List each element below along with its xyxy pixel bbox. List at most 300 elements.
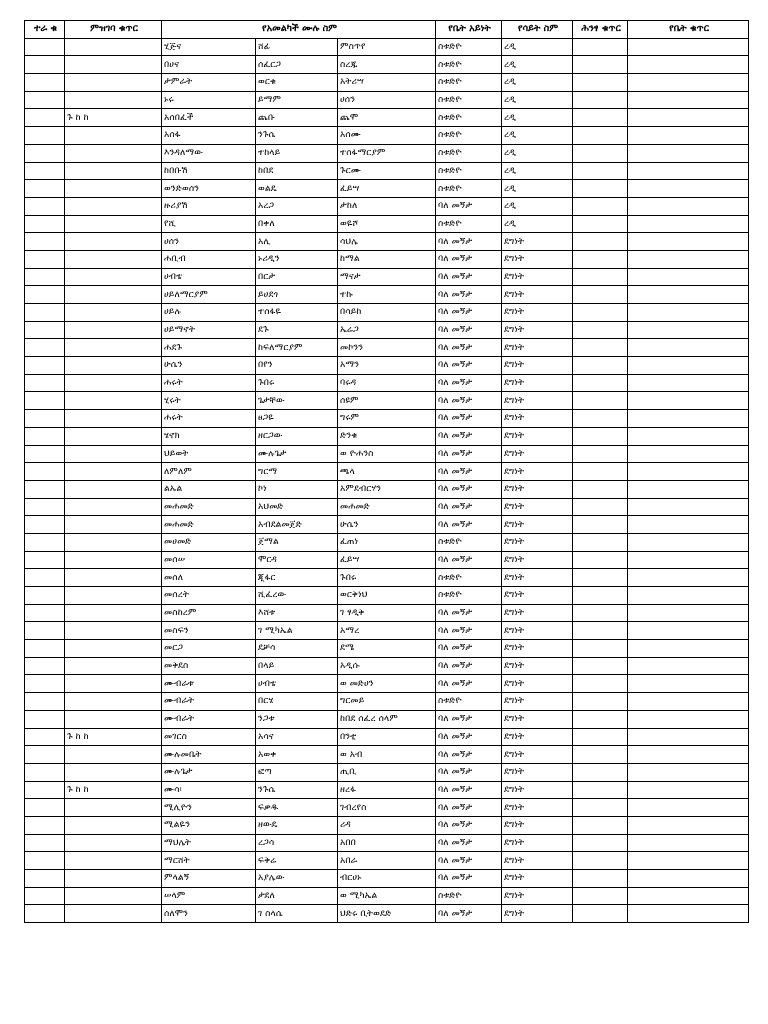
father-name-cell: ንጉሴ	[256, 781, 338, 799]
house-type-cell: ስቱድዮ	[436, 180, 502, 198]
house-no-cell	[628, 728, 749, 746]
first-name-cell: በሀና	[162, 56, 256, 74]
first-name-cell: ልኡል	[162, 480, 256, 498]
area-name-cell: ደግነት	[502, 569, 573, 587]
registration-cell	[65, 693, 162, 711]
house-type-cell: ባለ መኝታ	[436, 640, 502, 658]
first-name-cell: ሐሩት	[162, 374, 256, 392]
block-no-cell	[573, 498, 628, 516]
father-name-cell: ታደለ	[256, 887, 338, 905]
table-row	[25, 533, 749, 551]
house-type-cell: ባለ መኝታ	[436, 233, 502, 251]
grandfather-name-cell: ግርመይ	[338, 693, 436, 711]
first-name-cell: ምላልኝ	[162, 870, 256, 888]
house-type-cell: ባለ መኝታ	[436, 622, 502, 640]
house-type-cell: ባለ መኝታ	[436, 657, 502, 675]
table-row	[25, 180, 749, 198]
grandfather-name-cell: ሪዳ	[338, 816, 436, 834]
house-no-cell	[628, 551, 749, 569]
area-name-cell: ረዲ	[502, 127, 573, 145]
serial-cell	[25, 339, 65, 357]
grandfather-name-cell: ጉበሩ	[338, 569, 436, 587]
grandfather-name-cell: ተሰፋማርያም	[338, 144, 436, 162]
house-type-cell: ባለ መኝታ	[436, 728, 502, 746]
registration-cell	[65, 321, 162, 339]
house-type-cell: ባለ መኝታ	[436, 410, 502, 428]
area-name-cell: ደግነት	[502, 250, 573, 268]
serial-cell	[25, 870, 65, 888]
serial-cell	[25, 250, 65, 268]
grandfather-name-cell: ግሩም	[338, 410, 436, 428]
block-no-cell	[573, 816, 628, 834]
block-no-cell	[573, 91, 628, 109]
house-type-cell: ባለ መኝታ	[436, 321, 502, 339]
grandfather-name-cell: አበበ	[338, 834, 436, 852]
area-name-cell: ረዲ	[502, 144, 573, 162]
registration-cell: ጉ ከ ከ	[65, 728, 162, 746]
area-name-cell: ደግነት	[502, 374, 573, 392]
registration-cell	[65, 799, 162, 817]
house-no-cell	[628, 746, 749, 764]
grandfather-name-cell: አዲሱ	[338, 657, 436, 675]
registration-cell	[65, 91, 162, 109]
table-row	[25, 693, 749, 711]
serial-cell	[25, 551, 65, 569]
first-name-cell: ሀይለማርያም	[162, 286, 256, 304]
serial-cell	[25, 445, 65, 463]
house-type-cell: ባለ መኝታ	[436, 427, 502, 445]
table-row	[25, 392, 749, 410]
registration-cell	[65, 445, 162, 463]
registration-cell	[65, 304, 162, 322]
header-owner-full-name: የአመልካች ሙሉ ስም	[162, 21, 436, 39]
header-registration: ምዝገባ ቁጥር	[65, 21, 162, 39]
house-no-cell	[628, 144, 749, 162]
serial-cell	[25, 427, 65, 445]
first-name-cell: መስፍን	[162, 622, 256, 640]
registration-cell	[65, 144, 162, 162]
grandfather-name-cell: ወ ዮሐንስ	[338, 445, 436, 463]
serial-cell	[25, 74, 65, 92]
first-name-cell: ሙብራቱ	[162, 675, 256, 693]
block-no-cell	[573, 905, 628, 923]
registration-cell	[65, 427, 162, 445]
father-name-cell: ጂፋር	[256, 569, 338, 587]
area-name-cell: ደግነት	[502, 498, 573, 516]
first-name-cell: መቅደስ	[162, 657, 256, 675]
table-row	[25, 91, 749, 109]
block-no-cell	[573, 180, 628, 198]
table-row	[25, 162, 749, 180]
first-name-cell: ሂሩት	[162, 392, 256, 410]
table-row	[25, 657, 749, 675]
area-name-cell: ደግነት	[502, 233, 573, 251]
header-area-name: የሳይት ስም	[502, 21, 573, 39]
serial-cell	[25, 233, 65, 251]
house-type-cell: ባለ መኝታ	[436, 374, 502, 392]
first-name-cell: ኑሩ	[162, 91, 256, 109]
serial-cell	[25, 887, 65, 905]
grandfather-name-cell: ኤሬጋ	[338, 321, 436, 339]
first-name-cell: ሐደጉ	[162, 339, 256, 357]
block-no-cell	[573, 693, 628, 711]
father-name-cell: በርታ	[256, 268, 338, 286]
registration-cell	[65, 339, 162, 357]
block-no-cell	[573, 746, 628, 764]
first-name-cell: ታምራት	[162, 74, 256, 92]
first-name-cell: መሰሠ	[162, 551, 256, 569]
block-no-cell	[573, 445, 628, 463]
block-no-cell	[573, 604, 628, 622]
registration-cell	[65, 569, 162, 587]
grandfather-name-cell: ሁሴን	[338, 516, 436, 534]
block-no-cell	[573, 569, 628, 587]
father-name-cell: ጌታቸው	[256, 392, 338, 410]
grandfather-name-cell: ድንቁ	[338, 427, 436, 445]
house-type-cell: ባለ መኝታ	[436, 357, 502, 375]
father-name-cell: ደጉ	[256, 321, 338, 339]
house-no-cell	[628, 463, 749, 481]
block-no-cell	[573, 480, 628, 498]
header-block-no: ሕንፃ ቁጥር	[573, 21, 628, 39]
registration-cell	[65, 463, 162, 481]
house-no-cell	[628, 622, 749, 640]
house-type-cell: ስቱድዮ	[436, 144, 502, 162]
area-name-cell: ደግነት	[502, 427, 573, 445]
table-row	[25, 109, 749, 127]
block-no-cell	[573, 463, 628, 481]
father-name-cell: በርሄ	[256, 693, 338, 711]
serial-cell	[25, 640, 65, 658]
house-type-cell: ባለ መኝታ	[436, 339, 502, 357]
serial-cell	[25, 480, 65, 498]
block-no-cell	[573, 286, 628, 304]
serial-cell	[25, 268, 65, 286]
house-no-cell	[628, 710, 749, 728]
table-row	[25, 463, 749, 481]
father-name-cell: በየን	[256, 357, 338, 375]
table-row	[25, 781, 749, 799]
house-no-cell	[628, 640, 749, 658]
first-name-cell: መሀመድ	[162, 533, 256, 551]
block-no-cell	[573, 516, 628, 534]
block-no-cell	[573, 56, 628, 74]
house-type-cell: ባለ መኝታ	[436, 675, 502, 693]
first-name-cell: መስከረም	[162, 604, 256, 622]
area-name-cell: ደግነት	[502, 604, 573, 622]
serial-cell	[25, 533, 65, 551]
house-type-cell: ባለ መኝታ	[436, 445, 502, 463]
area-name-cell: ደግነት	[502, 533, 573, 551]
grandfather-name-cell: አትሪሣ	[338, 74, 436, 92]
house-no-cell	[628, 374, 749, 392]
grandfather-name-cell: ታከለ	[338, 197, 436, 215]
father-name-cell: ይማም	[256, 91, 338, 109]
area-name-cell: ደግነት	[502, 357, 573, 375]
area-name-cell: ረዲ	[502, 180, 573, 198]
area-name-cell: ደግነት	[502, 710, 573, 728]
table-row	[25, 445, 749, 463]
table-row	[25, 728, 749, 746]
father-name-cell: ሰፈርጋ	[256, 56, 338, 74]
father-name-cell: ኮነ	[256, 480, 338, 498]
serial-cell	[25, 781, 65, 799]
first-name-cell: ሙሉጌታ	[162, 763, 256, 781]
first-name-cell: ማርሸት	[162, 852, 256, 870]
first-name-cell: መገርስ	[162, 728, 256, 746]
house-type-cell: ባለ መኝታ	[436, 746, 502, 764]
father-name-cell: ከፍለማርያም	[256, 339, 338, 357]
house-no-cell	[628, 587, 749, 605]
father-name-cell: ንጋቱ	[256, 710, 338, 728]
house-type-cell: ስቱድዮ	[436, 569, 502, 587]
first-name-cell: ሄኖክ	[162, 427, 256, 445]
table-row	[25, 640, 749, 658]
grandfather-name-cell: ሰዩም	[338, 392, 436, 410]
registration-cell	[65, 675, 162, 693]
area-name-cell: ደግነት	[502, 551, 573, 569]
registration-cell	[65, 852, 162, 870]
table-row	[25, 427, 749, 445]
house-type-cell: ስቱድዮ	[436, 587, 502, 605]
block-no-cell	[573, 710, 628, 728]
table-row	[25, 38, 749, 56]
serial-cell	[25, 392, 65, 410]
area-name-cell: ደግነት	[502, 286, 573, 304]
house-type-cell: ስቱድዮ	[436, 56, 502, 74]
block-no-cell	[573, 781, 628, 799]
first-name-cell: ሐሩት	[162, 410, 256, 428]
first-name-cell: የሺ	[162, 215, 256, 233]
block-no-cell	[573, 763, 628, 781]
grandfather-name-cell: ፈጠነ	[338, 533, 436, 551]
house-no-cell	[628, 321, 749, 339]
father-name-cell: ፍቃዱ	[256, 799, 338, 817]
house-no-cell	[628, 870, 749, 888]
grandfather-name-cell: ሳህሌ	[338, 233, 436, 251]
house-no-cell	[628, 180, 749, 198]
block-no-cell	[573, 675, 628, 693]
first-name-cell: ሙብራት	[162, 710, 256, 728]
grandfather-name-cell: ፈይሣ	[338, 180, 436, 198]
first-name-cell: ወንድወሰን	[162, 180, 256, 198]
serial-cell	[25, 357, 65, 375]
house-no-cell	[628, 569, 749, 587]
area-name-cell: ደግነት	[502, 392, 573, 410]
house-no-cell	[628, 286, 749, 304]
grandfather-name-cell: ገ ፃዲቅ	[338, 604, 436, 622]
house-no-cell	[628, 445, 749, 463]
area-name-cell: ደግነት	[502, 657, 573, 675]
registration-cell	[65, 763, 162, 781]
registration-cell	[65, 374, 162, 392]
block-no-cell	[573, 587, 628, 605]
area-name-cell: ደግነት	[502, 746, 573, 764]
house-type-cell: ስቱድዮ	[436, 109, 502, 127]
registration-cell	[65, 816, 162, 834]
house-no-cell	[628, 498, 749, 516]
grandfather-name-cell: ምስጥየ	[338, 38, 436, 56]
grandfather-name-cell: ወ ሚካኤል	[338, 887, 436, 905]
house-no-cell	[628, 304, 749, 322]
first-name-cell: አሰበፈች	[162, 109, 256, 127]
first-name-cell: ሠላም	[162, 887, 256, 905]
table-row	[25, 250, 749, 268]
registration-cell	[65, 870, 162, 888]
block-no-cell	[573, 392, 628, 410]
house-no-cell	[628, 109, 749, 127]
area-name-cell: ደግነት	[502, 763, 573, 781]
area-name-cell: ደግነት	[502, 728, 573, 746]
table-row	[25, 834, 749, 852]
serial-cell	[25, 622, 65, 640]
serial-cell	[25, 728, 65, 746]
registration-cell	[65, 622, 162, 640]
block-no-cell	[573, 321, 628, 339]
registration-cell	[65, 127, 162, 145]
house-type-cell: ባለ መኝታ	[436, 905, 502, 923]
table-row	[25, 215, 749, 233]
registration-cell	[65, 516, 162, 534]
grandfather-name-cell: ከበደ ሰፈረ ሰላም	[338, 710, 436, 728]
registration-cell	[65, 746, 162, 764]
registration-cell	[65, 162, 162, 180]
table-row	[25, 852, 749, 870]
table-row	[25, 374, 749, 392]
grandfather-name-cell: ጉርሙ	[338, 162, 436, 180]
father-name-cell: ጀማል	[256, 533, 338, 551]
house-no-cell	[628, 250, 749, 268]
father-name-cell: ተከላይ	[256, 144, 338, 162]
area-name-cell: ደግነት	[502, 905, 573, 923]
table-row	[25, 569, 749, 587]
table-row	[25, 357, 749, 375]
serial-cell	[25, 516, 65, 534]
first-name-cell: ሚልዬን	[162, 816, 256, 834]
table-row	[25, 763, 749, 781]
father-name-cell: ሺፈረው	[256, 587, 338, 605]
serial-cell	[25, 91, 65, 109]
area-name-cell: ረዲ	[502, 38, 573, 56]
table-row	[25, 675, 749, 693]
block-no-cell	[573, 852, 628, 870]
father-name-cell: አሳና	[256, 728, 338, 746]
first-name-cell: ሀሰን	[162, 233, 256, 251]
first-name-cell: አሰፋ	[162, 127, 256, 145]
block-no-cell	[573, 622, 628, 640]
table-row	[25, 74, 749, 92]
serial-cell	[25, 604, 65, 622]
house-no-cell	[628, 604, 749, 622]
grandfather-name-cell: ህድሩ ቢትወደድ	[338, 905, 436, 923]
first-name-cell: ሰለሞን	[162, 905, 256, 923]
grandfather-name-cell: ጨሞ	[338, 109, 436, 127]
serial-cell	[25, 587, 65, 605]
grandfather-name-cell: መኮንን	[338, 339, 436, 357]
block-no-cell	[573, 551, 628, 569]
grandfather-name-cell: አበራ	[338, 852, 436, 870]
block-no-cell	[573, 38, 628, 56]
house-no-cell	[628, 887, 749, 905]
serial-cell	[25, 657, 65, 675]
registration-cell	[65, 604, 162, 622]
house-no-cell	[628, 410, 749, 428]
block-no-cell	[573, 144, 628, 162]
first-name-cell: ሙሉመቤት	[162, 746, 256, 764]
block-no-cell	[573, 268, 628, 286]
house-type-cell: ባለ መኝታ	[436, 763, 502, 781]
father-name-cell: ገ ስላሴ	[256, 905, 338, 923]
grandfather-name-cell: ወርቅነህ	[338, 587, 436, 605]
registration-cell	[65, 357, 162, 375]
block-no-cell	[573, 339, 628, 357]
grandfather-name-cell: ማናታ	[338, 268, 436, 286]
block-no-cell	[573, 197, 628, 215]
house-type-cell: ስቱድዮ	[436, 693, 502, 711]
grandfather-name-cell: ዘረፋ	[338, 781, 436, 799]
area-name-cell: ደግነት	[502, 816, 573, 834]
first-name-cell: መርጋ	[162, 640, 256, 658]
grandfather-name-cell: ገብረየስ	[338, 799, 436, 817]
table-body	[25, 38, 749, 922]
father-name-cell: ሞርዳ	[256, 551, 338, 569]
table-row	[25, 887, 749, 905]
table-row	[25, 710, 749, 728]
area-name-cell: ደግነት	[502, 463, 573, 481]
father-name-cell: ከበደ	[256, 162, 338, 180]
header-house-no: የቤት ቁጥር	[628, 21, 749, 39]
grandfather-name-cell: በንቲ	[338, 728, 436, 746]
serial-cell	[25, 304, 65, 322]
house-no-cell	[628, 799, 749, 817]
registration-cell	[65, 551, 162, 569]
area-name-cell: ደግነት	[502, 268, 573, 286]
house-no-cell	[628, 339, 749, 357]
serial-cell	[25, 693, 65, 711]
house-no-cell	[628, 905, 749, 923]
house-no-cell	[628, 852, 749, 870]
area-name-cell: ደግነት	[502, 640, 573, 658]
house-no-cell	[628, 197, 749, 215]
house-type-cell: ባለ መኝታ	[436, 516, 502, 534]
area-name-cell: ደግነት	[502, 834, 573, 852]
first-name-cell: መሐመድ	[162, 516, 256, 534]
house-no-cell	[628, 480, 749, 498]
house-no-cell	[628, 675, 749, 693]
block-no-cell	[573, 640, 628, 658]
father-name-cell: አረጋ	[256, 197, 338, 215]
registration-cell	[65, 905, 162, 923]
house-type-cell: ባለ መኝታ	[436, 816, 502, 834]
block-no-cell	[573, 427, 628, 445]
grandfather-name-cell: ተኩ	[338, 286, 436, 304]
block-no-cell	[573, 834, 628, 852]
house-type-cell: ባለ መኝታ	[436, 197, 502, 215]
house-no-cell	[628, 763, 749, 781]
registration-cell	[65, 56, 162, 74]
serial-cell	[25, 321, 65, 339]
father-name-cell: አሊ	[256, 233, 338, 251]
block-no-cell	[573, 215, 628, 233]
house-type-cell: ባለ መኝታ	[436, 604, 502, 622]
table-row	[25, 622, 749, 640]
grandfather-name-cell: ብርሀኑ	[338, 870, 436, 888]
first-name-cell: ሙሳ፡	[162, 781, 256, 799]
registration-cell: ጉ ከ ከ	[65, 109, 162, 127]
table-row	[25, 799, 749, 817]
house-type-cell: ስቱድዮ	[436, 887, 502, 905]
area-name-cell: ደግነት	[502, 480, 573, 498]
